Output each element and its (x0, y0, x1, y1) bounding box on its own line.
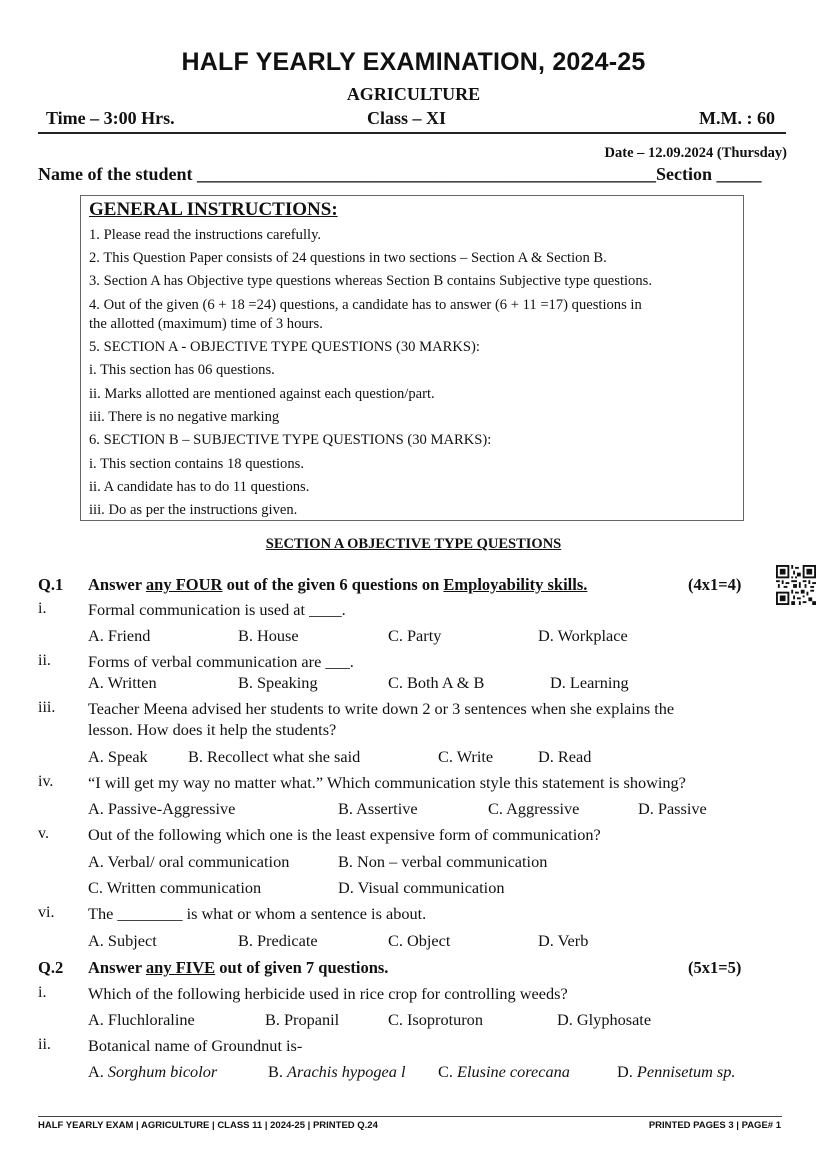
subquestion-text: Out of the following which one is the least expensive form of communication? (88, 825, 601, 844)
option: A. Speak (88, 747, 148, 766)
exam-date: Date – 12.09.2024 (Thursday) (604, 145, 787, 161)
section-a-heading: SECTION A OBJECTIVE TYPE QUESTIONS (265, 536, 562, 552)
subquestion-number: v. (38, 825, 49, 842)
subquestion-number: ii. (38, 1036, 51, 1053)
option: B. Propanil (265, 1010, 340, 1029)
exam-class: Class – XI (367, 108, 447, 128)
option: C. Object (388, 931, 451, 950)
option: C. Aggressive (488, 799, 580, 818)
subquestion-text: Which of the following herbicide used in rice crop for controlling weeds? (88, 984, 568, 1003)
qr-code-icon (776, 565, 816, 605)
instruction-line: iii. Do as per the instructions given. (89, 502, 298, 518)
instruction-line: 1. Please read the instructions carefully. (89, 227, 322, 243)
instruction-line: 4. Out of the given (6 + 18 =24) questions, a candidate has to answer (6 + 11 =17) questions in (89, 297, 642, 313)
option: B. Assertive (338, 799, 418, 818)
instruction-line: ii. A candidate has to do 11 questions. (89, 479, 310, 495)
question-number: Q.2 (38, 958, 64, 977)
option: A. Sorghum bicolor (88, 1062, 218, 1081)
option: C. Write (438, 747, 494, 766)
instruction-line: i. This section contains 18 questions. (89, 456, 304, 472)
option: D. Verb (538, 931, 589, 950)
subquestion-number: vi. (38, 904, 55, 921)
option: C. Both A & B (388, 673, 485, 692)
subquestion-number: iv. (38, 773, 54, 790)
subquestion-text: Formal communication is used at ____. (88, 600, 346, 619)
option: C. Elusine corecana (438, 1062, 570, 1081)
subquestion-text: The ________ is what or whom a sentence is about. (88, 904, 427, 923)
option: A. Passive-Aggressive (88, 799, 236, 818)
option: A. Friend (88, 626, 151, 645)
question-marks: (4x1=4) (688, 575, 742, 594)
option: D. Passive (638, 799, 707, 818)
subquestion-text: Teacher Meena advised her students to write down 2 or 3 sentences when she explains the (88, 699, 675, 718)
option: B. Speaking (238, 673, 318, 692)
subquestion-number: ii. (38, 652, 51, 669)
option: D. Read (538, 747, 592, 766)
footer-left: HALF YEARLY EXAM | AGRICULTURE | CLASS 11 | 2024-25 | PRINTED Q.24 (38, 1120, 378, 1131)
option: C. Isoproturon (388, 1010, 483, 1029)
subquestion-number: iii. (38, 699, 56, 716)
option: D. Pennisetum sp. (617, 1062, 736, 1081)
instruction-line: 5. SECTION A - OBJECTIVE TYPE QUESTIONS (30 MARKS): (89, 339, 480, 355)
subquestion-text-continued: lesson. How does it help the students? (88, 720, 337, 739)
instructions-heading: GENERAL INSTRUCTIONS: (89, 199, 338, 220)
instruction-line: 3. Section A has Objective type questions whereas Section B contains Subjective type questions. (89, 273, 652, 289)
instruction-line: ii. Marks allotted are mentioned against each question/part. (89, 386, 435, 402)
header-divider (38, 132, 786, 134)
instruction-line: iii. There is no negative marking (89, 409, 280, 425)
question-marks: (5x1=5) (688, 958, 742, 977)
option: A. Fluchloraline (88, 1010, 195, 1029)
subquestion-text: “I will get my way no matter what.” Which communication style this statement is showing? (88, 773, 686, 792)
question-heading: Answer any FOUR out of the given 6 questions on Employability skills. (88, 575, 588, 594)
exam-title: HALF YEARLY EXAMINATION, 2024-25 (181, 48, 646, 76)
option: D. Learning (550, 673, 629, 692)
subquestion-number: i. (38, 984, 47, 1001)
general-instructions-box (80, 195, 744, 521)
student-name-field: Name of the student ___________________________________________________Section _____ (38, 164, 762, 184)
option: A. Written (88, 673, 157, 692)
instruction-line: i. This section has 06 questions. (89, 362, 275, 378)
instruction-line: 2. This Question Paper consists of 24 questions in two sections – Section A & Section B. (89, 250, 607, 266)
option: A. Verbal/ oral communication (88, 852, 290, 871)
option: D. Visual communication (338, 878, 505, 897)
instruction-line: the allotted (maximum) time of 3 hours. (89, 316, 323, 332)
option: C. Written communication (88, 878, 262, 897)
subquestion-text: Botanical name of Groundnut is- (88, 1036, 303, 1055)
instruction-line: 6. SECTION B – SUBJECTIVE TYPE QUESTIONS (30 MARKS): (89, 432, 492, 448)
subquestion-text: Forms of verbal communication are ___. (88, 652, 354, 671)
footer-right: PRINTED PAGES 3 | PAGE# 1 (648, 1120, 781, 1131)
question-heading: Answer any FIVE out of given 7 questions. (88, 958, 389, 977)
option: B. House (238, 626, 299, 645)
max-marks: M.M. : 60 (699, 108, 775, 128)
subject-name: AGRICULTURE (346, 84, 481, 104)
option: A. Subject (88, 931, 157, 950)
option: B. Non – verbal communication (338, 852, 548, 871)
exam-time: Time – 3:00 Hrs. (46, 108, 175, 128)
footer-divider (38, 1116, 782, 1117)
subquestion-number: i. (38, 600, 47, 617)
option: B. Arachis hypogea l (268, 1062, 406, 1081)
option: B. Recollect what she said (188, 747, 361, 766)
option: D. Workplace (538, 626, 628, 645)
option: D. Glyphosate (557, 1010, 652, 1029)
question-number: Q.1 (38, 575, 64, 594)
option: B. Predicate (238, 931, 318, 950)
option: C. Party (388, 626, 442, 645)
